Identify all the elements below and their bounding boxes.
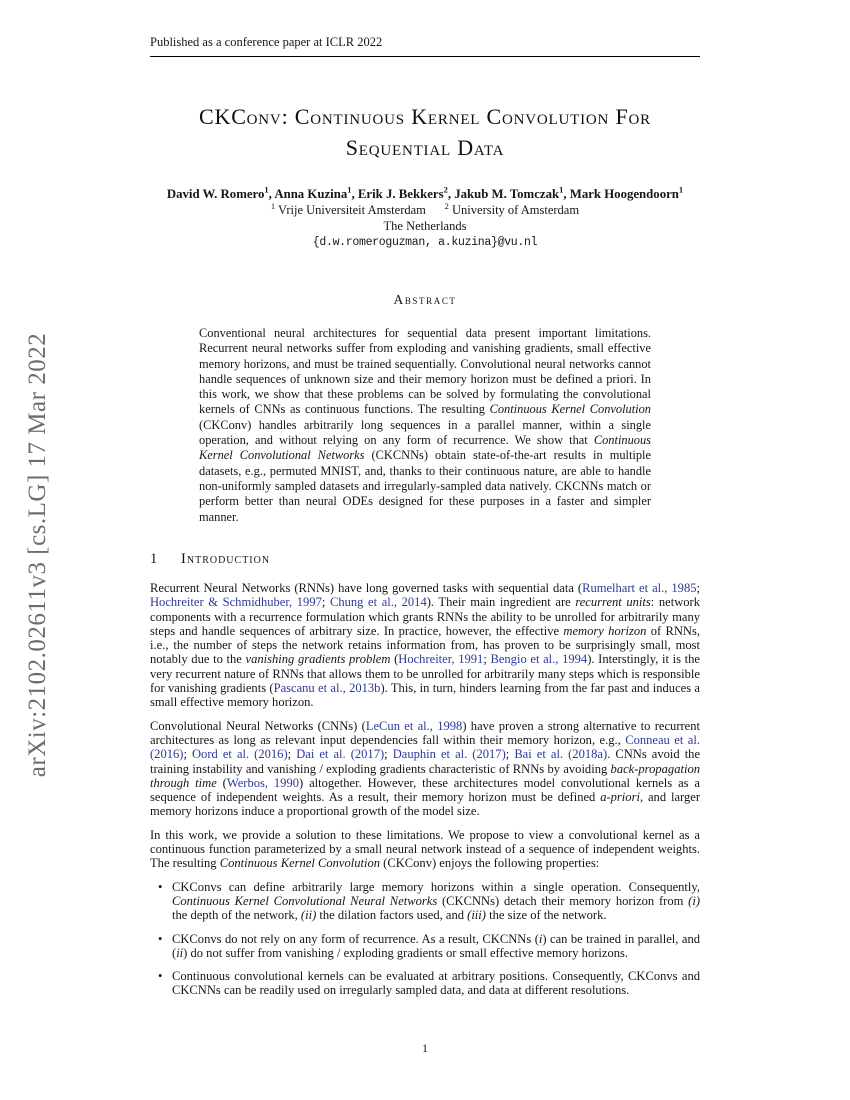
text-segment: Convolutional Neural Networks (CNNs) ( xyxy=(150,718,366,733)
intro-paragraph-1 xyxy=(150,581,700,710)
text-segment: ) have proven a strong alternative to recurrent architectures as long as relevant input dependencies fall within their memory horizon, e.g., xyxy=(150,718,701,747)
section-name: Introduction xyxy=(181,551,271,567)
citation-link[interactable]: LeCun et al., 1998 xyxy=(365,718,463,733)
text-segment: Continuous Kernel Convolution xyxy=(489,402,652,417)
text-segment: 1 xyxy=(270,201,276,212)
text-segment: Continuous convolutional kernels can be evaluated at arbitrary positions. Consequently, CKConvs and CKCNNs can be readily used on irregularly sampled data, and data at different resolutions. xyxy=(172,969,700,998)
citation-link[interactable]: Hochreiter & Schmidhuber, 1997 xyxy=(150,595,322,610)
abstract-heading: Abstract xyxy=(393,292,457,307)
text-segment: In this work, we provide a solution to these limitations. We propose to view a convolutional kernel as a continuous function parameterized by a small neural network instead of a sequence of independent weights. The resulting xyxy=(150,827,700,871)
text-segment: ; xyxy=(696,581,700,595)
text-segment: (CKConv) enjoys the following properties: xyxy=(380,856,600,871)
text-segment: Continuous Kernel Convolutional Networks xyxy=(199,433,651,463)
text-segment: Continuous Kernel Convolution xyxy=(219,856,381,871)
country-line: The Netherlands xyxy=(383,219,467,234)
text-segment: . CNNs avoid the training instability and vanishing / exploding gradients characteristic of RNNs by avoiding xyxy=(150,747,701,776)
text-segment: (ii) xyxy=(300,908,317,923)
text-segment: ) altogether. However, these architectures model convolutional kernels as a sequence of independent weights. As a result, their memory horizon must be defined xyxy=(150,775,700,805)
text-segment: ) do not suffer from vanishing / exploding gradients or small effective memory horizons. xyxy=(183,945,629,960)
text-segment: ). Interstingly, it is the very recurrent nature of RNNs that allows them to be unrolled for arbitrarily many steps which is responsible for vanishing gradients ( xyxy=(150,652,701,696)
text-segment: CKConvs do not rely on any form of recurrence. As a result, CKCNNs ( xyxy=(172,931,539,946)
text-segment: a-priori xyxy=(600,790,640,805)
paper-title-line-2: Sequential Data xyxy=(345,135,505,160)
bullet-item-1 xyxy=(172,880,700,923)
text-segment: CKConvs can define arbitrarily large memory horizons within a single operation. Consequently, xyxy=(172,879,700,894)
text-segment: , and larger memory horizons induce a proportional growth of the model size. xyxy=(150,790,700,819)
text-segment: 2 xyxy=(444,201,449,212)
citation-link[interactable]: Bengio et al., 1994 xyxy=(490,652,588,667)
bullet-item-2 xyxy=(172,932,700,961)
text-segment: 1 xyxy=(347,184,352,195)
text-segment: , Jakub M. Tomczak xyxy=(447,187,560,201)
text-segment: ; xyxy=(287,747,297,762)
paper-title-line-1: CKConv: Continuous Kernel Convolution For xyxy=(199,104,651,129)
text-segment: (iii) xyxy=(467,908,486,923)
text-segment: 1 xyxy=(678,184,684,195)
text-segment: ) can be trained in parallel, and ( xyxy=(172,931,700,960)
citation-link[interactable]: Bai et al. (2018a) xyxy=(514,747,608,762)
text-segment: ). Their main ingredient are xyxy=(426,595,576,610)
text-segment: , Anna Kuzina xyxy=(268,187,348,201)
text-segment: i xyxy=(538,931,543,946)
page-number: 1 xyxy=(422,1041,428,1055)
text-segment: (CKConv) handles arbitrarily long sequences in a parallel manner, within a single operation, and without relying on any form of recurrence. We show that xyxy=(199,417,651,448)
text-segment: 2 xyxy=(443,184,448,195)
paper-title xyxy=(150,101,700,163)
text-segment: ). This, in turn, hinders learning from the far past and induces a small effective memory horizon. xyxy=(150,681,701,710)
text-segment: ; xyxy=(505,747,515,762)
text-segment: the dilation factors used, and xyxy=(316,908,468,923)
text-segment: the depth of the network, xyxy=(172,908,301,923)
arxiv-watermark: arXiv:2102.02611v3 [cs.LG] 17 Mar 2022 xyxy=(24,332,51,778)
text-segment: (CKCNNs) obtain state-of-the-art results in multiple datasets, e.g., permuted MNIST, and, thanks to their continuous nature, are able to handle non-uniformly sampled datasets and irregularly-sampled data natively. CKCNNs match or perform better than neural ODEs designed for these purposes in a faster and simpler manner. xyxy=(199,448,651,524)
affiliations-line xyxy=(150,202,700,218)
section-heading-introduction xyxy=(150,551,700,568)
text-segment: ( xyxy=(216,775,227,790)
citation-link[interactable]: Werbos, 1990 xyxy=(226,775,300,790)
property-bullet-list xyxy=(150,880,700,998)
contact-email: {d.w.romeroguzman, a.kuzina}@vu.nl xyxy=(312,235,538,249)
text-segment: memory horizon xyxy=(563,623,647,638)
author-block xyxy=(150,186,700,251)
text-segment: Recurrent Neural Networks (RNNs) have long governed tasks with sequential data ( xyxy=(150,581,583,595)
text-segment: ii xyxy=(176,945,184,960)
text-segment: ; xyxy=(183,747,192,762)
text-segment: ; xyxy=(321,595,330,610)
text-segment: : network components with a recurrence formulation which grants RNNs the ability to be unrolled for arbitrarily many steps and handle sequences of arbitrary size. In practice, however, the effective xyxy=(150,595,700,638)
text-segment: ( xyxy=(390,652,399,667)
text-segment: ; xyxy=(384,747,393,762)
abstract-body xyxy=(150,326,700,525)
citation-link[interactable]: Dai et al. (2017) xyxy=(296,747,385,762)
text-segment: David W. Romero xyxy=(166,187,265,201)
text-segment: Continuous Kernel Convolutional Neural Networks xyxy=(172,893,438,908)
introduction-body xyxy=(150,581,700,1007)
intro-paragraph-2 xyxy=(150,719,700,819)
authors-line xyxy=(150,186,700,202)
text-segment: the size of the network. xyxy=(485,908,607,923)
citation-link[interactable]: Oord et al. (2016) xyxy=(192,747,288,762)
conference-header: Published as a conference paper at ICLR 2022 xyxy=(150,35,700,57)
text-segment: back-propagation through time xyxy=(150,761,700,790)
text-segment: , Mark Hoogendoorn xyxy=(563,187,679,201)
text-segment: (i) xyxy=(688,893,700,908)
bullet-item-3 xyxy=(172,969,700,998)
text-segment: Conventional neural architectures for sequential data present important limitations. Recurrent neural networks suffer from exploding and vanishing gradients, small effective memory horizons, and must be trained sequentially. Convolutional neural networks cannot handle sequences of unknown size and their memory horizon must be defined a priori. In this work, we show that these problems can be solved by formulating the convolutional kernels of CNNs as continuous functions. The resulting xyxy=(199,326,651,417)
citation-link[interactable]: Dauphin et al. (2017) xyxy=(392,747,506,762)
citation-link[interactable]: Rumelhart et al., 1985 xyxy=(582,581,697,595)
text-segment: 1 xyxy=(264,184,269,195)
text-segment: 1 xyxy=(559,184,564,195)
text-segment: vanishing gradients problem xyxy=(245,652,391,667)
text-segment: , Erik J. Bekkers xyxy=(351,187,444,201)
text-segment: of RNNs, i.e., the number of steps the network retains information from, has proven to be surprisingly small, most notably due to the xyxy=(150,623,700,667)
text-segment: (CKCNNs) detach their memory horizon from xyxy=(437,893,689,908)
citation-link[interactable]: Conneau et al. (2016) xyxy=(150,732,700,762)
section-number: 1 xyxy=(150,551,158,567)
text-segment: Vrije Universiteit Amsterdam xyxy=(275,203,445,218)
citation-link[interactable]: Chung et al., 2014 xyxy=(329,595,427,610)
citation-link[interactable]: Pascanu et al., 2013b xyxy=(273,681,381,696)
text-segment: ; xyxy=(483,652,491,667)
text-segment: University of Amsterdam xyxy=(448,203,580,218)
text-segment: recurrent units xyxy=(575,595,651,610)
citation-link[interactable]: Hochreiter, 1991 xyxy=(398,652,484,667)
intro-paragraph-3 xyxy=(150,828,700,871)
